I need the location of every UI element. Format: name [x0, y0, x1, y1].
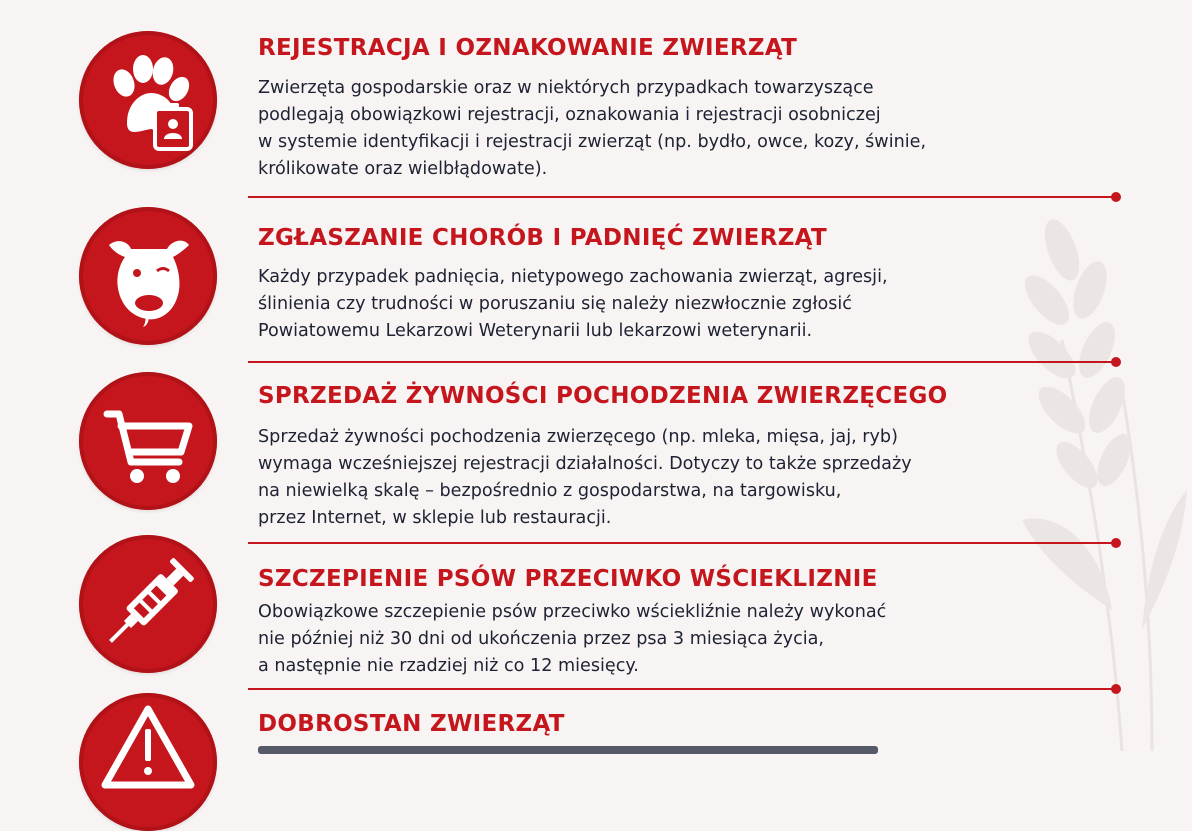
animal-welfare-icon-badge: [79, 693, 217, 831]
text-line: Powiatowemu Lekarzowi Weterynarii lub lekarzowi weterynarii.: [258, 321, 813, 341]
food-sale-icon-badge: [79, 372, 217, 510]
text-line: królikowate oraz wielbłądowate).: [258, 159, 548, 179]
section-title: DOBROSTAN ZWIERZĄT: [258, 711, 565, 737]
section-description: [258, 424, 1018, 532]
text-line: Sprzedaż żywności pochodzenia zwierzęcego (np. mleka, mięsa, jaj, ryb): [258, 427, 898, 447]
section-divider: [248, 196, 1114, 198]
text-line: przez Internet, w sklepie lub restauracji.: [258, 508, 612, 528]
shopping-cart-icon: [79, 372, 217, 510]
section-title: REJESTRACJA I OZNAKOWANIE ZWIERZĄT: [258, 35, 798, 61]
text-line: wymaga wcześniejszej rejestracji działalności. Dotyczy to także sprzedaży: [258, 454, 912, 474]
text-line: Każdy przypadek padnięcia, nietypowego zachowania zwierząt, agresji,: [258, 267, 888, 287]
text-line: na niewielką skalę – bezpośrednio z gospodarstwa, na targowisku,: [258, 481, 842, 501]
text-line: ślinienia czy trudności w poruszaniu się należy niezwłocznie zgłosić: [258, 294, 852, 314]
section-description: [258, 75, 1018, 183]
cropped-heading-remnant: [0, 0, 1192, 8]
section-divider: [248, 688, 1114, 690]
text-line: a następnie nie rzadziej niż co 12 miesięcy.: [258, 656, 639, 676]
paw-id-badge-icon: [79, 31, 217, 169]
text-line: w systemie identyfikacji i rejestracji zwierząt (np. bydło, owce, kozy, świnie,: [258, 132, 927, 152]
cropped-text-remnant: [258, 746, 878, 754]
warning-triangle-icon: [79, 693, 217, 831]
section-divider: [248, 542, 1114, 544]
registration-icon-badge: [79, 31, 217, 169]
text-line: nie później niż 30 dni od ukończenia przez psa 3 miesiąca życia,: [258, 629, 825, 649]
section-description: [258, 264, 1018, 345]
section-title: ZGŁASZANIE CHORÓB I PADNIĘĆ ZWIERZĄT: [258, 225, 827, 251]
text-line: Obowiązkowe szczepienie psów przeciwko wściekliźnie należy wykonać: [258, 602, 887, 622]
disease-report-icon-badge: [79, 207, 217, 345]
syringe-icon: [79, 535, 217, 673]
sick-cow-icon: [79, 207, 217, 345]
text-line: podlegają obowiązkowi rejestracji, oznakowania i rejestracji osobniczej: [258, 105, 881, 125]
section-divider: [248, 361, 1114, 363]
section-title: SZCZEPIENIE PSÓW PRZECIWKO WŚCIEKLIZNIE: [258, 566, 878, 592]
wheat-decoration-icon: [1002, 190, 1192, 751]
vaccination-icon-badge: [79, 535, 217, 673]
section-description: [258, 599, 1018, 680]
section-title: SPRZEDAŻ ŻYWNOŚCI POCHODZENIA ZWIERZĘCEGO: [258, 383, 948, 409]
text-line: Zwierzęta gospodarskie oraz w niektórych przypadkach towarzyszące: [258, 78, 874, 98]
